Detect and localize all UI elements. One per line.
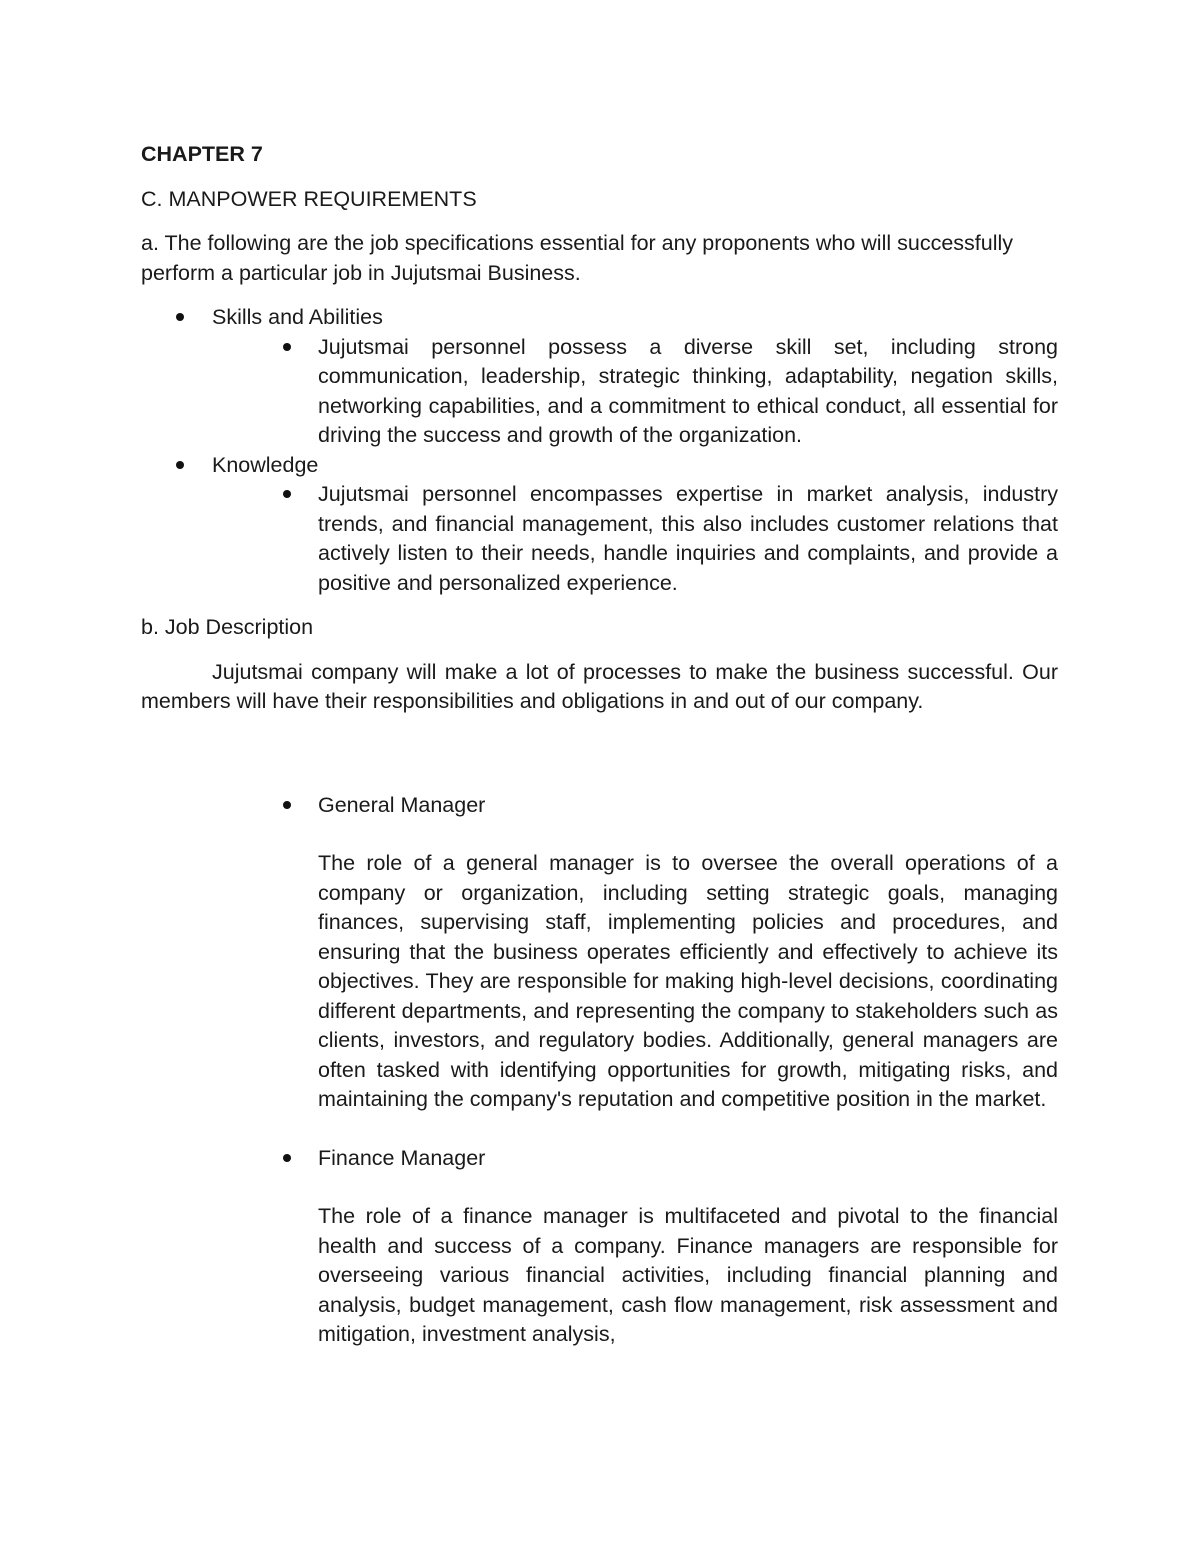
role-title: General Manager <box>318 792 486 817</box>
job-description-paragraph: Jujutsmai company will make a lot of processes to make the business successful. Our members will have their responsibilities and obligations in and out of our company. <box>141 659 1058 713</box>
intro-paragraph: a. The following are the job specifications essential for any proponents who will successfully perform a particular job in Jujutsmai Business. <box>141 231 1014 285</box>
list-item <box>141 333 1058 451</box>
job-description-heading: b. Job Description <box>141 615 314 639</box>
bullet-icon <box>176 313 184 321</box>
specifications-list <box>141 303 1058 598</box>
section-title: C. MANPOWER REQUIREMENTS <box>141 186 477 211</box>
spec-detail: Jujutsmai personnel possess a diverse skill set, including strong communication, leadership, strategic thinking, adaptability, negation skills, networking capabilities, and a commitment to ethical conduct, all essential for driving the success and growth of the organization. <box>318 334 1058 447</box>
list-item <box>141 303 1058 333</box>
role-description: The role of a finance manager is multifaceted and pivotal to the financial health and success of a company. Finance managers are responsible for overseeing various financial activities, including financial planning and analysis, budget management, cash flow management, risk assessment and mitigation, investment analysis, <box>318 1204 1058 1346</box>
list-item <box>141 480 1058 598</box>
roles-list <box>141 791 1058 1350</box>
document-page <box>141 140 1058 1350</box>
spec-label: Skills and Abilities <box>212 305 383 329</box>
list-item <box>141 1144 1058 1350</box>
bullet-icon <box>283 1154 291 1162</box>
role-description: The role of a general manager is to oversee the overall operations of a company or organization, including setting strategic goals, managing finances, supervising staff, implementing policies and procedures, and ensuring that the business operates efficiently and effectively to achieve its objectives. They are responsible for making high-level decisions, coordinating different departments, and representing the company to stakeholders such as clients, investors, and regulatory bodies. Additionally, general managers are often tasked with identifying opportunities for growth, mitigating risks, and maintaining the company's reputation and competitive position in the market. <box>318 851 1058 1111</box>
spec-label: Knowledge <box>212 452 319 477</box>
list-item <box>141 791 1058 1115</box>
bullet-icon <box>283 801 291 809</box>
chapter-heading: CHAPTER 7 <box>141 142 263 166</box>
bullet-icon <box>283 343 291 351</box>
bullet-icon <box>176 461 184 469</box>
list-item <box>141 451 1058 481</box>
bullet-icon <box>283 490 291 498</box>
role-title: Finance Manager <box>318 1145 486 1170</box>
spec-detail: Jujutsmai personnel encompasses expertise in market analysis, industry trends, and financial management, this also includes customer relations that actively listen to their needs, handle inquiries and complaints, and provide a positive and personalized experience. <box>318 482 1058 595</box>
